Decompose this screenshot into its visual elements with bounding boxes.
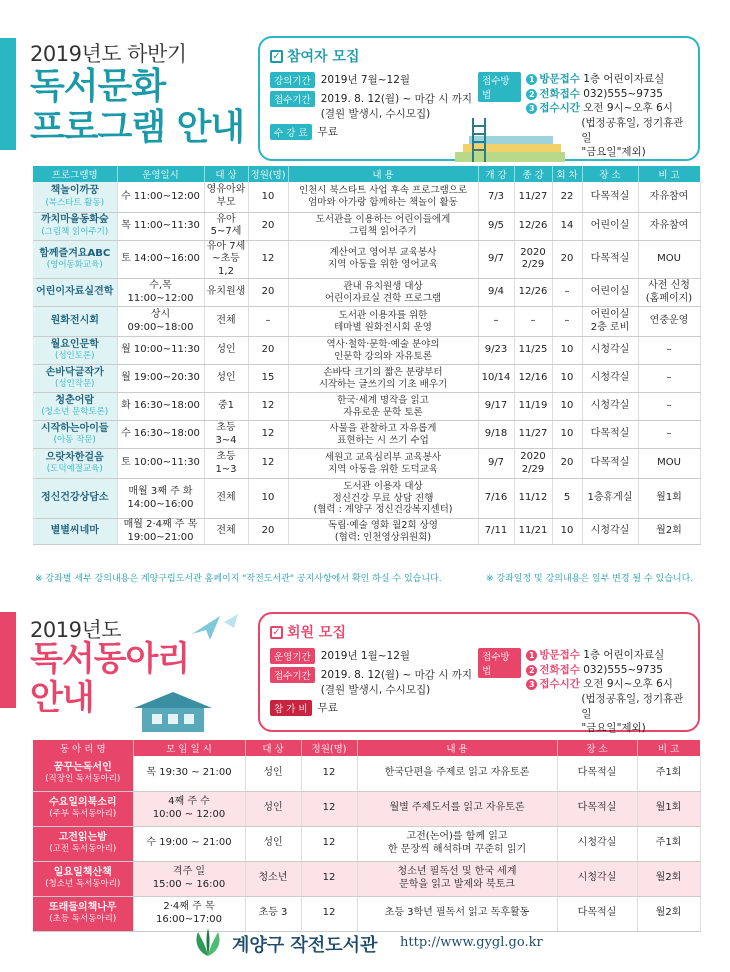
club-time: 수 19:00 ~ 21:00 — [133, 826, 245, 861]
club-name: 일요일책산책 — [53, 866, 112, 878]
program-table-header: 운영일시 — [117, 166, 204, 182]
program-sub: (아동 작문) — [53, 435, 96, 446]
program-target: 성인 — [204, 337, 248, 365]
method-phone: 전화접수 — [539, 87, 580, 100]
program-content: 사물을 관찰하고 자유롭게 표현하는 시 쓰기 수업 — [288, 421, 478, 449]
program-note: – — [638, 337, 700, 365]
club-name-cell — [33, 756, 133, 791]
program-name-cell — [33, 519, 117, 545]
club-target: 청소년 — [245, 861, 301, 896]
program-end: 12/26 — [514, 212, 552, 240]
program-place: 시청각실 — [582, 393, 638, 421]
program-cnt: 10 — [552, 519, 582, 545]
program-content: 계산여고 영어부 교육봉사 지역 아동을 위한 영어교육 — [288, 240, 478, 279]
table-row — [33, 307, 700, 337]
accent-bar-pink — [0, 612, 16, 708]
program-cnt: 14 — [552, 212, 582, 240]
program-note: 월2회 — [638, 519, 700, 545]
program-place: 시청각실 — [582, 365, 638, 393]
program-name: 어린이자료실견학 — [36, 286, 114, 298]
club-cap: 12 — [301, 896, 357, 931]
program-end: 2020 2/29 — [514, 449, 552, 479]
program-name-cell — [33, 449, 117, 479]
program-cnt: 20 — [552, 449, 582, 479]
program-cap: 20 — [248, 279, 288, 307]
program-end: 11/12 — [514, 479, 552, 519]
program-content: 인천시 북스타트 사업 후속 프로그램으로 엄마와 아가랑 함께하는 책놀이 활동 — [288, 182, 478, 212]
method-time-note1: (법정공휴일, 정기휴관일 — [581, 117, 684, 144]
program-start: 9/18 — [478, 421, 514, 449]
section2-year: 2019년도 — [30, 618, 122, 642]
participant-box-title-text: 참여자 모집 — [287, 49, 360, 65]
program-start: 9/7 — [478, 240, 514, 279]
program-table-header: 장 소 — [582, 166, 638, 182]
club-time: 2·4째 주 목 16:00~17:00 — [133, 896, 245, 931]
program-name-cell — [33, 393, 117, 421]
program-table-header: 대 상 — [204, 166, 248, 182]
club-note: 월2회 — [637, 861, 700, 896]
method-time-value: 오전 9시~오후 6시 — [583, 102, 673, 115]
house-icon — [128, 688, 218, 732]
club-table — [33, 740, 701, 932]
club-time: 목 19:30 ~ 21:00 — [133, 756, 245, 791]
num-2-icon: 2 — [526, 89, 537, 100]
method2-time-note2: "금요일"제외) — [581, 722, 646, 735]
label-fee2: 참 가 비 — [270, 700, 312, 716]
club-sub: (주부 독서동아리) — [49, 809, 117, 820]
table-row — [33, 365, 700, 393]
club-name-cell — [33, 826, 133, 861]
label-apply-period2: 접수기간 — [270, 667, 315, 683]
club-place: 다목적실 — [557, 896, 637, 931]
table-row — [33, 240, 700, 279]
method2-time-value: 오전 9시~오후 6시 — [583, 678, 673, 691]
club-sub: (초등 독서동아리) — [49, 914, 117, 925]
value-apply-period: 2019. 8. 12(월) ~ 마감 시 까지 — [320, 93, 473, 105]
program-table-header: 종 강 — [514, 166, 552, 182]
club-table-header: 대 상 — [245, 740, 301, 756]
program-name: 으랏차한걸음 — [45, 451, 104, 463]
member-box-title — [270, 622, 688, 642]
program-name: 월요인문학 — [50, 338, 99, 350]
num-1-icon: 1 — [526, 650, 537, 661]
program-time: 토 14:00~16:00 — [117, 240, 204, 279]
program-time: 상시 09:00~18:00 — [117, 307, 204, 337]
accent-bar-teal — [0, 38, 16, 150]
label-fee: 수 강 료 — [270, 124, 312, 140]
program-name: 원화전시회 — [50, 315, 99, 327]
club-table-header: 모 임 일 시 — [133, 740, 245, 756]
club-time: 4째 주 수 10:00 ~ 12:00 — [133, 791, 245, 826]
program-target: 전체 — [204, 479, 248, 519]
club-cap: 12 — [301, 861, 357, 896]
program-time: 매월 2·4째 주 목 19:00~21:00 — [117, 519, 204, 545]
num-3-icon: 3 — [526, 103, 537, 114]
method-phone-value: 032)555~9735 — [583, 87, 663, 100]
program-name-cell — [33, 479, 117, 519]
program-sub: (그림책 읽어주기) — [41, 226, 109, 237]
program-cnt: 10 — [552, 365, 582, 393]
program-start: 7/3 — [478, 182, 514, 212]
program-name-cell — [33, 212, 117, 240]
program-cnt: – — [552, 279, 582, 307]
library-logo-icon — [190, 928, 226, 958]
table-row — [33, 421, 700, 449]
program-table-header: 정원(명) — [248, 166, 288, 182]
program-time: 목 11:00~11:30 — [117, 212, 204, 240]
program-end: – — [514, 307, 552, 337]
program-cnt: 22 — [552, 182, 582, 212]
program-content: 도서관 이용자 대상 정신건강 무료 상담 진행 (협력 : 계양구 정신건강복지센터) — [288, 479, 478, 519]
club-table-header: 비 고 — [637, 740, 700, 756]
program-target: 전체 — [204, 519, 248, 545]
table-row — [33, 826, 700, 861]
program-place: 어린이실 — [582, 212, 638, 240]
program-target: 유치원생 — [204, 279, 248, 307]
program-place: 다목적실 — [582, 449, 638, 479]
program-time: 월 10:00~11:30 — [117, 337, 204, 365]
program-note: 자유참여 — [638, 212, 700, 240]
method-visit: 방문접수 — [539, 73, 580, 85]
paper-plane-icon — [190, 612, 240, 642]
program-note: MOU — [638, 449, 700, 479]
value-apply-period2: 2019. 8. 12(월) ~ 마감 시 까지 — [320, 669, 473, 681]
program-cap: 12 — [248, 240, 288, 279]
club-target: 성인 — [245, 756, 301, 791]
program-table-header: 개 강 — [478, 166, 514, 182]
program-table-header: 회 차 — [552, 166, 582, 182]
program-name-cell — [33, 279, 117, 307]
method2-phone-value: 032)555~9735 — [583, 663, 663, 676]
program-name-cell — [33, 365, 117, 393]
program-note: 연중운영 — [638, 307, 700, 337]
program-time: 토 10:00~11:30 — [117, 449, 204, 479]
club-sub: (직장인 독서동아리) — [45, 774, 121, 785]
program-cnt: – — [552, 307, 582, 337]
table-row — [33, 896, 700, 931]
program-cap: 20 — [248, 337, 288, 365]
program-target: 중1 — [204, 393, 248, 421]
club-sub: (청소년 독서동아리) — [45, 879, 121, 890]
program-time: 수 11:00~12:00 — [117, 182, 204, 212]
label-apply-period: 접수기간 — [270, 91, 315, 107]
program-table-header: 비 고 — [638, 166, 700, 182]
club-target: 성인 — [245, 791, 301, 826]
club-content: 월별 주제도서를 읽고 자유토론 — [357, 791, 557, 826]
program-cap: 12 — [248, 449, 288, 479]
club-name: 수요일의북소리 — [48, 796, 117, 808]
club-name: 또래들의책나무 — [48, 901, 117, 913]
num-3-icon: 3 — [526, 679, 537, 690]
club-place: 시청각실 — [557, 826, 637, 861]
num-2-icon: 2 — [526, 665, 537, 676]
table-row — [33, 393, 700, 421]
club-place: 시청각실 — [557, 861, 637, 896]
club-table-header: 동 아 리 명 — [33, 740, 133, 756]
club-name-cell — [33, 791, 133, 826]
program-note: MOU — [638, 240, 700, 279]
table-row — [33, 756, 700, 791]
section2-title-line1: 독서동아리 — [30, 639, 190, 679]
program-cap: – — [248, 307, 288, 337]
program-time: 화 16:30~18:00 — [117, 393, 204, 421]
participant-box-title — [270, 46, 688, 66]
program-place: 다목적실 — [582, 240, 638, 279]
program-content: 관내 유치원생 대상 어린이자료실 견학 프로그램 — [288, 279, 478, 307]
method-time: 접수시간 — [539, 102, 580, 115]
program-target: 성인 — [204, 365, 248, 393]
value-run-period: 2019년 1월~12월 — [320, 650, 411, 662]
program-end: 12/16 — [514, 365, 552, 393]
program-sub: (성인토론) — [55, 351, 95, 362]
program-place: 어린이실 — [582, 279, 638, 307]
program-content: 손바닥 크기의 짧은 분량부터 시작하는 글쓰기의 기초 배우기 — [288, 365, 478, 393]
program-start: 7/11 — [478, 519, 514, 545]
program-content: 역사·철학·문학·예술 분야의 인문학 강의와 자유토론 — [288, 337, 478, 365]
program-end: 11/21 — [514, 519, 552, 545]
club-target: 성인 — [245, 826, 301, 861]
program-table-header: 내 용 — [288, 166, 478, 182]
program-cap: 20 — [248, 212, 288, 240]
section1-title — [30, 66, 244, 149]
club-sub: (고전 독서동아리) — [49, 844, 117, 855]
program-sub: (북스타트 활동) — [45, 197, 105, 208]
program-cnt: 10 — [552, 393, 582, 421]
program-start: 9/23 — [478, 337, 514, 365]
method2-visit-value: 1층 어린이자료실 — [583, 649, 665, 661]
program-start: 7/16 — [478, 479, 514, 519]
program-sub: (영어동화교육) — [46, 260, 103, 271]
value-period: 2019년 7월~12월 — [320, 74, 411, 86]
value-apply-period-note: (결원 발생시, 수시모집) — [320, 108, 431, 120]
program-end: 11/19 — [514, 393, 552, 421]
method-visit-value: 1층 어린이자료실 — [583, 73, 665, 85]
program-cap: 15 — [248, 365, 288, 393]
member-box-title-text: 회원 모집 — [287, 625, 346, 641]
program-note-left: ※ 강좌별 세부 강의내용은 계양구립도서관 홈페이지 "작전도서관" 공지사항에서 확인 하실 수 있습니다. — [35, 574, 442, 584]
program-content: 세원고 교육심리부 교육봉사 지역 아동을 위한 도덕교육 — [288, 449, 478, 479]
program-sub: (도덕예절교육) — [46, 464, 103, 475]
club-cap: 12 — [301, 756, 357, 791]
value-fee: 무료 — [317, 126, 338, 138]
club-name: 꿈꾸는독서인 — [53, 761, 112, 773]
club-name: 고전읽는밤 — [58, 831, 107, 843]
club-note: 주1회 — [637, 826, 700, 861]
program-cnt: 10 — [552, 421, 582, 449]
program-start: 9/7 — [478, 449, 514, 479]
program-start: – — [478, 307, 514, 337]
program-name-cell — [33, 421, 117, 449]
table-row — [33, 279, 700, 307]
program-note: 자유참여 — [638, 182, 700, 212]
program-name: 청춘어람 — [55, 394, 95, 406]
program-target: 영유아와 부모 — [204, 182, 248, 212]
program-name-cell — [33, 182, 117, 212]
program-end: 11/27 — [514, 182, 552, 212]
program-cap: 20 — [248, 519, 288, 545]
program-place: 다목적실 — [582, 421, 638, 449]
method2-time: 접수시간 — [539, 678, 580, 691]
program-place: 1층휴게실 — [582, 479, 638, 519]
table-row — [33, 449, 700, 479]
program-start: 10/14 — [478, 365, 514, 393]
program-time: 월 19:00~20:30 — [117, 365, 204, 393]
program-content: 도서관을 이용하는 어린이들에게 그림책 읽어주기 — [288, 212, 478, 240]
footer-url[interactable]: http://www.gygl.go.kr — [400, 935, 543, 950]
program-time: 매월 3째 주 화 14:00~16:00 — [117, 479, 204, 519]
program-name: 손바닥글작가 — [45, 366, 104, 378]
method-time-note2: "금요일"제외) — [581, 146, 646, 159]
club-note: 월1회 — [637, 791, 700, 826]
table-row — [33, 182, 700, 212]
club-place: 다목적실 — [557, 756, 637, 791]
program-table-header: 프로그램명 — [33, 166, 117, 182]
table-row — [33, 212, 700, 240]
section2-title-line2: 안내 — [30, 678, 94, 719]
program-target: 초등3~4 — [204, 421, 248, 449]
member-box — [258, 612, 700, 735]
program-name: 함께즐겨요ABC — [39, 247, 111, 259]
program-name-cell — [33, 240, 117, 279]
club-target: 초등 3 — [245, 896, 301, 931]
club-table-header: 정원(명) — [301, 740, 357, 756]
checkbox-icon: ✓ — [270, 626, 283, 639]
program-name: 까치마을동화숲 — [40, 214, 109, 226]
table-row — [33, 337, 700, 365]
books-ladder-illustration — [455, 118, 565, 166]
label-method2: 접수방법 — [478, 648, 521, 678]
club-content: 고전(논어)를 함께 읽고 한 문장씩 해석하며 꾸준히 읽기 — [357, 826, 557, 861]
num-1-icon: 1 — [526, 74, 537, 85]
club-table-header: 장 소 — [557, 740, 637, 756]
program-note: 월1회 — [638, 479, 700, 519]
method2-visit: 방문접수 — [539, 649, 580, 661]
program-note: – — [638, 365, 700, 393]
program-time: 수,목 11:00~12:00 — [117, 279, 204, 307]
program-cnt: 5 — [552, 479, 582, 519]
program-target: 유아 5~7세 — [204, 212, 248, 240]
program-cnt: 10 — [552, 337, 582, 365]
program-end: 11/27 — [514, 421, 552, 449]
label-period: 강의기간 — [270, 72, 315, 88]
program-note: – — [638, 421, 700, 449]
value-apply-period2-note: (결원 발생시, 수시모집) — [320, 684, 431, 696]
club-name-cell — [33, 861, 133, 896]
program-cnt: 20 — [552, 240, 582, 279]
program-content: 한국·세계 명작을 읽고 자유로운 문학 토론 — [288, 393, 478, 421]
program-start: 9/4 — [478, 279, 514, 307]
program-target: 유아 7세 ~초등1,2 — [204, 240, 248, 279]
program-place: 다목적실 — [582, 182, 638, 212]
program-target: 전체 — [204, 307, 248, 337]
method2-phone: 전화접수 — [539, 663, 580, 676]
program-table — [33, 166, 701, 545]
program-name: 정신건강상담소 — [40, 492, 109, 504]
program-time: 수 16:30~18:00 — [117, 421, 204, 449]
club-name-cell — [33, 896, 133, 931]
program-content: 독립·예술 영화 월2회 상영 (협력: 인천영상위원회) — [288, 519, 478, 545]
program-sub: (청소년 문학토론) — [41, 407, 109, 418]
program-note-right: ※ 강좌일정 및 강의내용은 일부 변경 될 수 있습니다. — [486, 574, 694, 584]
program-name: 시작하는아이들 — [40, 422, 109, 434]
club-content: 한국단편을 주제로 읽고 자유토론 — [357, 756, 557, 791]
footer-library-name: 계양구 작전도서관 — [232, 935, 378, 956]
program-name: 별별씨네마 — [50, 525, 99, 537]
program-content: 도서관 이용자를 위한 테마별 원화전시회 운영 — [288, 307, 478, 337]
program-start: 9/17 — [478, 393, 514, 421]
program-end: 12/26 — [514, 279, 552, 307]
program-place: 시청각실 — [582, 519, 638, 545]
program-name: 책놀이까꿍 — [50, 185, 99, 197]
club-cap: 12 — [301, 791, 357, 826]
section1-title-line2: 프로그램 안내 — [30, 107, 245, 149]
program-name-cell — [33, 337, 117, 365]
section1-year: 2019년도 하반기 — [30, 42, 187, 66]
program-target: 초등1~3 — [204, 449, 248, 479]
program-end: 2020 2/29 — [514, 240, 552, 279]
section1-title-line1: 독서문화 — [30, 66, 166, 107]
checkbox-icon: ✓ — [270, 50, 283, 63]
program-cap: 10 — [248, 479, 288, 519]
club-note: 월2회 — [637, 896, 700, 931]
program-end: 11/25 — [514, 337, 552, 365]
label-run-period: 운영기간 — [270, 648, 315, 664]
club-content: 초등 3학년 필독서 읽고 독후활동 — [357, 896, 557, 931]
club-time: 격주 일 15:00 ~ 16:00 — [133, 861, 245, 896]
program-cap: 10 — [248, 182, 288, 212]
table-row — [33, 479, 700, 519]
program-cap: 12 — [248, 421, 288, 449]
program-start: 9/5 — [478, 212, 514, 240]
table-row — [33, 519, 700, 545]
club-table-header: 내 용 — [357, 740, 557, 756]
club-content: 청소년 필독선 및 한국 세계 문학을 읽고 발제와 북토크 — [357, 861, 557, 896]
club-note: 주1회 — [637, 756, 700, 791]
value-fee2: 무료 — [317, 702, 338, 714]
program-sub: (성인작문) — [55, 379, 95, 390]
program-place: 시청각실 — [582, 337, 638, 365]
club-place: 다목적실 — [557, 791, 637, 826]
label-method: 접수방법 — [478, 72, 521, 102]
program-place: 어린이실 2층 로비 — [582, 307, 638, 337]
program-name-cell — [33, 307, 117, 337]
program-note: 사전 신청 (홈페이지) — [638, 279, 700, 307]
club-cap: 12 — [301, 826, 357, 861]
table-row — [33, 791, 700, 826]
method2-time-note1: (법정공휴일, 정기휴관일 — [581, 693, 684, 720]
table-row — [33, 861, 700, 896]
program-cap: 12 — [248, 393, 288, 421]
program-note: – — [638, 393, 700, 421]
